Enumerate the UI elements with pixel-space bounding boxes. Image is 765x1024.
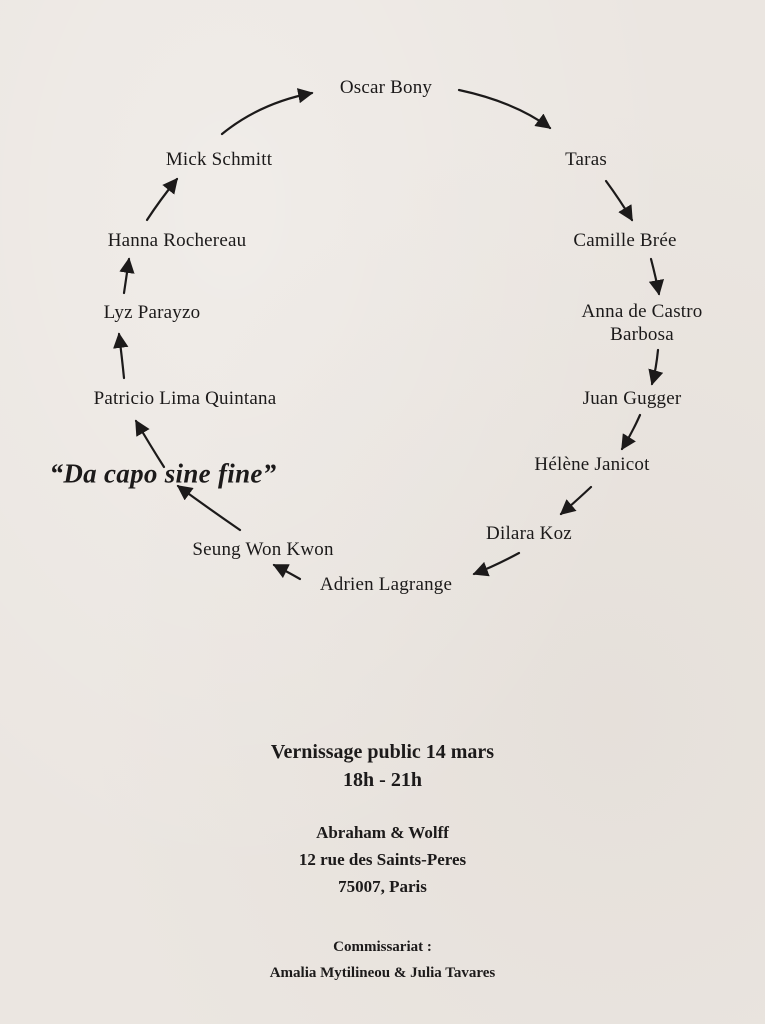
- artist-name: Juan Gugger: [582, 388, 682, 409]
- artist-name: Patricio Lima Quintana: [93, 388, 277, 409]
- opening-hours: 18h - 21h: [343, 769, 422, 791]
- arrow-dilara-to-adrien: [474, 553, 519, 574]
- artist-name: Lyz Parayzo: [103, 302, 201, 323]
- artist-name: Oscar Bony: [339, 77, 433, 98]
- arrow-helene-to-dilara: [561, 487, 591, 514]
- arrow-taras-to-camille: [606, 181, 632, 220]
- venue-name: Abraham & Wolff: [316, 823, 449, 842]
- artist-name: Hanna Rochereau: [107, 230, 247, 251]
- artist-name: Mick Schmitt: [165, 149, 273, 170]
- artist-name: Anna de Castro: [581, 301, 703, 322]
- arrow-oscar-to-taras: [459, 90, 550, 128]
- artist-name: Dilara Koz: [486, 523, 572, 544]
- artist-name: Barbosa: [610, 324, 674, 345]
- arrow-hanna-to-mick: [147, 179, 177, 220]
- arrow-mick-to-oscar: [222, 93, 312, 134]
- venue-street: 12 rue des Saints-Peres: [298, 850, 467, 869]
- arrow-lyz-to-hanna: [124, 259, 129, 293]
- artist-name: Taras: [565, 149, 607, 170]
- opening-date: Vernissage public 14 mars: [270, 741, 495, 763]
- artist-name: Camille Brée: [573, 230, 677, 251]
- arrow-camille-to-anna: [651, 259, 659, 294]
- curation-label: Commissariat :: [333, 939, 432, 955]
- curator-names: Amalia Mytilineou & Julia Tavares: [269, 965, 496, 981]
- arrow-juan-to-helene: [622, 415, 640, 449]
- curation-credits: [0, 934, 765, 986]
- arrow-patricio-to-lyz: [119, 334, 124, 378]
- venue-address: [0, 819, 765, 900]
- arrow-adrien-to-seung: [274, 565, 300, 579]
- exhibition-motto: “Da capo sine fine”: [49, 458, 277, 489]
- arrow-seung-to-patricio: [178, 486, 240, 530]
- venue-city: 75007, Paris: [338, 877, 427, 896]
- artist-name: Hélène Janicot: [534, 454, 650, 475]
- opening-info: [0, 738, 765, 794]
- arrow-barbosa-to-juan: [652, 350, 658, 384]
- artist-name: Adrien Lagrange: [319, 574, 453, 595]
- artist-name: Seung Won Kwon: [192, 539, 334, 560]
